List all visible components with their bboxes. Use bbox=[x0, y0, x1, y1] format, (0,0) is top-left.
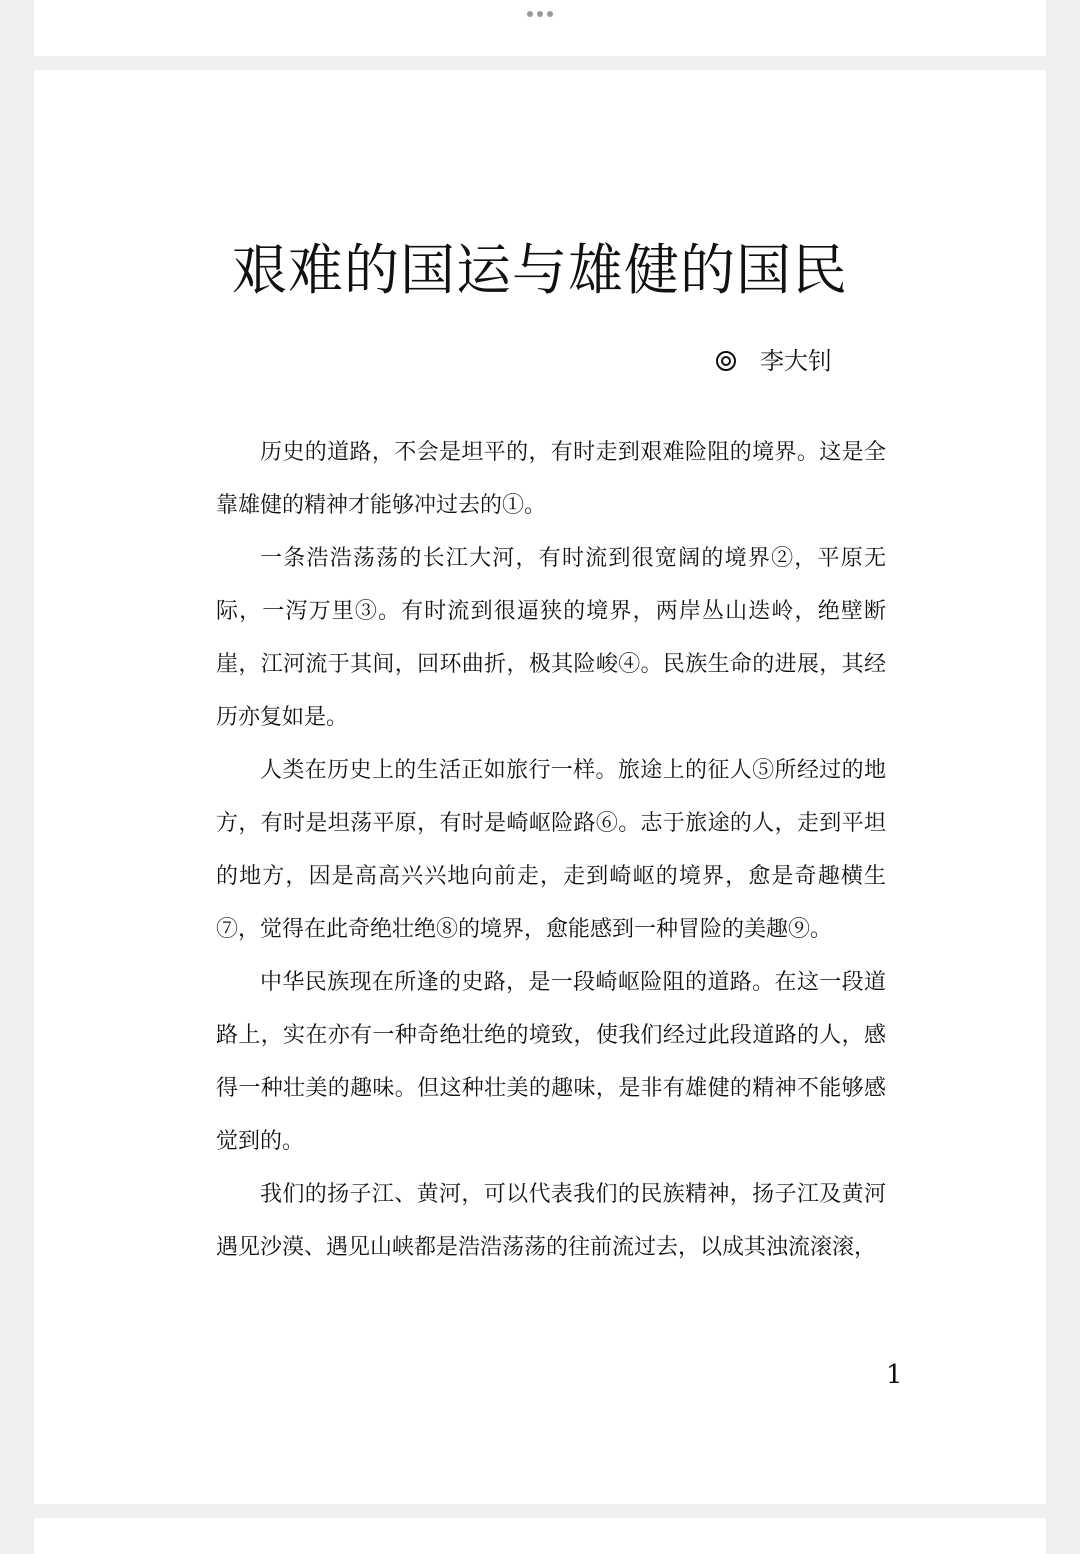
paragraph: 中华民族现在所逢的史路，是一段崎岖险阻的道路。在这一段道路上，实在亦有一种奇绝壮绝的境致，使我们经过此段道路的人，感得一种壮美的趣味。但这种壮美的趣味，是非有雄健的精神不能够感觉到的。 bbox=[216, 970, 886, 1154]
author-line bbox=[716, 346, 832, 376]
dot bbox=[537, 11, 543, 17]
document-title: 艰难的国运与雄健的国民 bbox=[231, 238, 848, 302]
more-dots-icon[interactable] bbox=[523, 9, 557, 19]
body-text bbox=[216, 426, 886, 1274]
document-page bbox=[34, 70, 1046, 1504]
dot bbox=[527, 11, 533, 17]
double-circle-icon bbox=[716, 351, 736, 371]
next-page bbox=[34, 1518, 1046, 1554]
paragraph: 一条浩浩荡荡的长江大河，有时流到很宽阔的境界②，平原无际，一泻万里③。有时流到很逼狭的境界，两岸丛山迭岭，绝壁断崖，江河流于其间，回环曲折，极其险峻④。民族生命的进展，其经历亦复如是。 bbox=[216, 546, 886, 730]
paragraph: 我们的扬子江、黄河，可以代表我们的民族精神，扬子江及黄河遇见沙漠、遇见山峡都是浩浩荡荡的往前流过去，以成其浊流滚滚， bbox=[216, 1182, 886, 1260]
paragraph: 人类在历史上的生活正如旅行一样。旅途上的征人⑤所经过的地方，有时是坦荡平原，有时是崎岖险路⑥。志于旅途的人，走到平坦的地方，因是高高兴兴地向前走，走到崎岖的境界，愈是奇趣横生⑦，觉得在此奇绝壮绝⑧的境界，愈能感到一种冒险的美趣⑨。 bbox=[216, 758, 886, 942]
author-name: 李大钊 bbox=[760, 347, 832, 375]
page-number: 1 bbox=[886, 1360, 903, 1390]
dot bbox=[547, 11, 553, 17]
paragraph: 历史的道路，不会是坦平的，有时走到艰难险阻的境界。这是全靠雄健的精神才能够冲过去的①。 bbox=[216, 440, 886, 518]
previous-page bbox=[34, 0, 1046, 56]
